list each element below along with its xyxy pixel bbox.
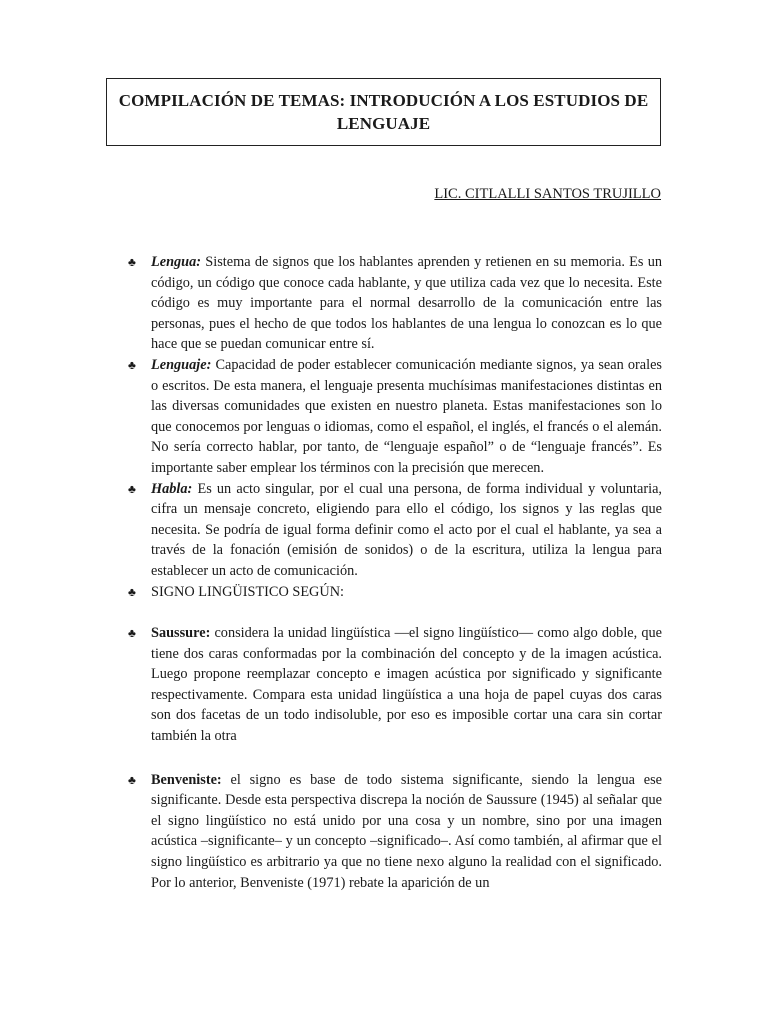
entry-text: el signo es base de todo sistema significante, siendo la lengua ese significante. Desde esta perspectiva discrepa la noción de Saussure (1945) al señalar que el signo lingüístico no está unido por una cosa y un nombre, sino por una imagen acústica –significante– y un concepto –significado–. Así como también, al afirmar que el signo lingüístico es arbitrario ya que no tiene nexo alguno la realidad con el significado. Por lo anterior, Benveniste (1971) rebate la aparición de un bbox=[151, 771, 662, 891]
entry-lenguaje bbox=[128, 355, 662, 479]
entry-term: Habla: bbox=[151, 480, 193, 497]
entry-term: Lengua: bbox=[151, 254, 202, 270]
definition-list bbox=[128, 252, 662, 893]
entry-benveniste bbox=[128, 770, 662, 894]
entry-term: Benveniste: bbox=[151, 771, 222, 788]
entry-text: Sistema de signos que los hablantes aprenden y retienen en su memoria. Es un código, un código que conoce cada hablante, y que utiliza cada vez que lo necesita. Este código es muy importante para el normal desarrollo de la comunicación entre las personas, pues el hecho de que todos los hablantes de una lengua lo conozcan es lo que hace que se puedan comunicar entre sí. bbox=[151, 254, 662, 353]
author-name: LIC. CITLALLI SANTOS TRUJILLO bbox=[434, 186, 661, 202]
entry-lengua bbox=[128, 252, 662, 355]
club-icon: ♣ bbox=[128, 255, 136, 269]
entry-signo-heading bbox=[128, 582, 662, 603]
section-heading: SIGNO LINGÜISTICO SEGÚN: bbox=[151, 583, 345, 600]
entry-saussure bbox=[128, 623, 662, 747]
club-icon: ♣ bbox=[128, 772, 136, 787]
entry-term: Lenguaje: bbox=[151, 356, 212, 373]
entry-text: Capacidad de poder establecer comunicación mediante signos, ya sean orales o escritos. De esta manera, el lenguaje presenta muchísimas manifestaciones distintas en las diversas comunidades que existen en nuestro planeta. Estas manifestaciones son lo que conocemos por lenguas o idiomas, como el español, el inglés, el francés o el alemán. No sería correcto hablar, por tanto, de “lenguaje español” o de “lenguaje francés”. Es importante saber emplear los términos con la precisión que merecen. bbox=[151, 356, 662, 476]
title-box bbox=[106, 78, 661, 146]
club-icon: ♣ bbox=[128, 626, 136, 641]
club-icon: ♣ bbox=[128, 584, 136, 599]
entry-term: Saussure: bbox=[151, 625, 211, 642]
entry-text: considera la unidad lingüística —el signo lingüístico— como algo doble, que tiene dos caras conformadas por la combinación del concepto y de la imagen acústica. Luego propone reemplazar concepto e imagen acústica por significado y significante respectivamente. Compara esta unidad lingüística a una hoja de papel cuyas dos caras son dos facetas de un todo indisoluble, por eso es imposible cortar una cara sin cortar también la otra bbox=[151, 625, 662, 745]
entry-habla bbox=[128, 479, 662, 582]
club-icon: ♣ bbox=[128, 357, 136, 372]
club-icon: ♣ bbox=[128, 481, 136, 496]
document-title: COMPILACIÓN DE TEMAS: INTRODUCIÓN A LOS ESTUDIOS DE LENGUAJE bbox=[118, 91, 649, 133]
entry-text: Es un acto singular, por el cual una persona, de forma individual y voluntaria, cifra un mensaje concreto, eligiendo para ello el código, los signos y las reglas que necesita. Se podría de igual forma definir como el acto por el cual el hablante, ya sea a través de la fonación (emisión de sonidos) o de la escritura, utiliza la lengua para establecer un acto de comunicación. bbox=[151, 480, 662, 579]
